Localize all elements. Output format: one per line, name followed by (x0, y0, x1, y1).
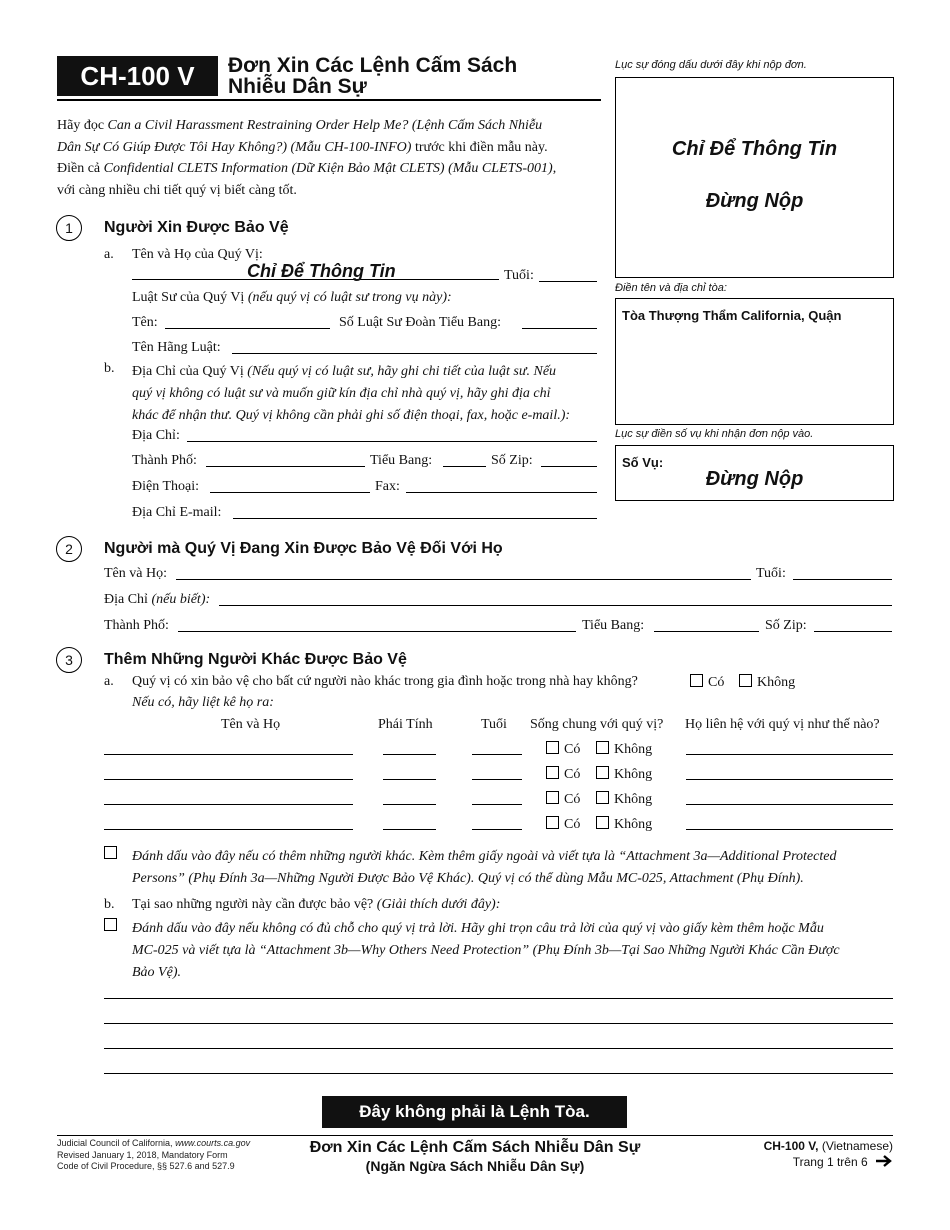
s1-phone-label: Điện Thoại: (132, 479, 200, 494)
row-sex-field[interactable] (383, 829, 436, 830)
row-relation-field[interactable] (686, 779, 893, 780)
case-number-box[interactable] (615, 445, 894, 501)
s3-answer-line[interactable] (104, 1073, 893, 1074)
case-number-label: Số Vụ: (622, 455, 664, 470)
section1-number: 1 (56, 215, 82, 241)
s1-zip-field[interactable] (541, 466, 597, 467)
s1-firm-field[interactable] (232, 353, 597, 354)
s1-zip-label: Số Zip: (491, 453, 533, 468)
row-live-yes[interactable] (546, 816, 580, 833)
row-sex-field[interactable] (383, 754, 436, 755)
row-live-no[interactable] (596, 816, 652, 833)
s3-space-line1: Đánh dấu vào đây nếu không có đủ chỗ cho quý vị trả lời. Hãy ghi trọn câu trả lời của quý vị vào giấy kèm thêm hoặc Mẫu (132, 921, 824, 936)
row-live-yes-label: Có (564, 792, 581, 807)
s3-no-option[interactable] (739, 674, 795, 691)
s1-fax-field[interactable] (406, 492, 597, 493)
footer-left1a: Judicial Council of California, (57, 1138, 176, 1148)
section3-title: Thêm Những Người Khác Được Bảo Vệ (104, 651, 407, 668)
s3-no-label: Không (757, 675, 796, 690)
s1-a-letter: a. (104, 247, 114, 262)
footer-center1: Đơn Xin Các Lệnh Cấm Sách Nhiễu Dân Sự (309, 1139, 641, 1156)
row-sex-field[interactable] (383, 804, 436, 805)
section3-number: 3 (56, 647, 82, 673)
s3-list-note: Nếu có, hãy liệt kê họ ra: (132, 695, 274, 710)
s2-address-note: (nếu biết): (151, 592, 211, 607)
clerk-stamp-box (615, 77, 894, 278)
s3-more-text (132, 846, 902, 890)
s1-street-field[interactable] (187, 441, 597, 442)
s3-space-checkbox[interactable] (104, 918, 117, 931)
row-live-yes[interactable] (546, 766, 580, 783)
row-age-field[interactable] (472, 754, 522, 755)
section1-title: Người Xin Được Bảo Vệ (104, 219, 289, 236)
s1-city-label: Thành Phố: (132, 453, 197, 468)
s3-why-label (132, 897, 500, 913)
stamp-text-donot: Đừng Nộp (705, 190, 804, 212)
s3-space-line2: MC-025 và viết tựa là “Attachment 3b—Why Others Need Protection” (Phụ Đính 3b—Tại Sao Những Người Khác Cần Được (132, 943, 840, 958)
s1-firm-label: Tên Hãng Luật: (132, 340, 221, 355)
row-name-field[interactable] (104, 829, 353, 830)
row-name-field[interactable] (104, 779, 353, 780)
stamp-label: Lục sự đóng dấu dưới đây khi nộp đơn. (615, 59, 807, 71)
s1-phone-field[interactable] (210, 492, 370, 493)
row-live-yes[interactable] (546, 791, 580, 808)
case-number-value: Đừng Nộp (705, 468, 804, 490)
case-label: Lục sự điền số vụ khi nhận đơn nộp vào. (615, 428, 814, 440)
not-court-order-banner: Đây không phải là Lệnh Tòa. (322, 1096, 627, 1128)
s1-street-label: Địa Chỉ: (132, 428, 180, 443)
s1-lawyer-name-field[interactable] (165, 328, 330, 329)
s3-why-text: Tại sao những người này cần được bảo vệ? (132, 897, 377, 912)
s3-answer-line[interactable] (104, 1048, 893, 1049)
s2-zip-label: Số Zip: (765, 618, 807, 633)
s3-a-letter: a. (104, 674, 114, 689)
intro-p1: Hãy đọc (57, 118, 108, 133)
row-live-yes-checkbox[interactable] (546, 791, 559, 804)
s1-address-label: Địa Chỉ của Quý Vị (132, 364, 248, 379)
row-live-no[interactable] (596, 766, 652, 783)
row-live-yes-checkbox[interactable] (546, 741, 559, 754)
row-live-no[interactable] (596, 791, 652, 808)
s1-name-value: Chỉ Để Thông Tin (247, 261, 396, 281)
s1-lawyer-note: (nếu quý vị có luật sư trong vụ này): (247, 290, 452, 305)
s2-age-field[interactable] (793, 579, 892, 580)
footer-form-code: CH-100 V, (763, 1139, 819, 1153)
s1-lawyer-name-label: Tên: (132, 315, 158, 330)
court-label: Điền tên và địa chỉ tòa: (615, 282, 727, 294)
s1-email-field[interactable] (233, 518, 597, 519)
footer-rule (57, 1135, 893, 1136)
row-live-no-label: Không (614, 767, 653, 782)
footer-left1b: www.courts.ca.gov (175, 1138, 251, 1148)
form-title-line2: Nhiễu Dân Sự (228, 75, 367, 98)
footer-left2: Revised January 1, 2018, Mandatory Form (57, 1149, 228, 1160)
form-code-badge: CH-100 V (57, 56, 218, 96)
footer-right (764, 1138, 893, 1170)
s2-address-label (104, 592, 210, 608)
court-name: Tòa Thượng Thẩm California, Quận (622, 308, 842, 323)
s3-question: Quý vị có xin bảo vệ cho bất cứ người nào khác trong gia đình hoặc trong nhà hay không? (132, 674, 638, 689)
row-live-yes-checkbox[interactable] (546, 816, 559, 829)
s2-name-field[interactable] (176, 579, 751, 580)
s1-email-label: Địa Chỉ E-mail: (132, 505, 222, 520)
stamp-text-info: Chỉ Để Thông Tin (671, 138, 838, 160)
col-age-header: Tuổi (481, 717, 507, 732)
s1-bar-label: Số Luật Sư Đoàn Tiểu Bang: (339, 315, 501, 330)
s3-b-letter: b. (104, 897, 115, 912)
row-live-yes-label: Có (564, 817, 581, 832)
s3-more-line1: Đánh dấu vào đây nếu có thêm những người khác. Kèm thêm giấy ngoài và viết tựa là “Attachment 3a—Additional Protected (132, 849, 837, 864)
footer-center2: (Ngăn Ngừa Sách Nhiễu Dân Sự) (365, 1158, 585, 1174)
intro-p7: , (552, 161, 557, 176)
col-name-header: Tên và Họ (221, 717, 281, 732)
s2-zip-field[interactable] (814, 631, 892, 632)
footer-left (57, 1138, 250, 1173)
s1-lawyer-label (132, 290, 452, 306)
col-live-header: Sống chung với quý vị? (530, 717, 664, 732)
col-relation-header: Họ liên hệ với quý vị như thế nào? (685, 717, 880, 732)
col-sex-header: Phái Tính (378, 717, 433, 732)
row-live-no-checkbox[interactable] (596, 816, 609, 829)
s1-address-note1: (Nếu quý vị có luật sư, hãy ghi chi tiết của luật sư. Nếu (247, 364, 557, 379)
s1-state-field[interactable] (443, 466, 486, 467)
s3-space-line3: Bảo Vệ). (132, 965, 181, 980)
footer-left3: Code of Civil Procedure, §§ 527.6 and 527.9 (57, 1161, 235, 1171)
row-live-no-label: Không (614, 792, 653, 807)
s1-lawyer-text: Luật Sư của Quý Vị (132, 290, 248, 305)
row-live-no-checkbox[interactable] (596, 741, 609, 754)
row-age-field[interactable] (472, 779, 522, 780)
s2-address-text: Địa Chỉ (104, 592, 152, 607)
intro-p5: Điền cả (57, 161, 104, 176)
s3-answer-line[interactable] (104, 1023, 893, 1024)
next-page-arrow-icon (875, 1155, 893, 1167)
intro-p4: trước khi điền mẫu này. (411, 139, 548, 155)
s1-address-block (132, 361, 602, 427)
s3-no-checkbox[interactable] (739, 674, 752, 687)
footer-center (245, 1139, 705, 1174)
s3-space-checkbox-wrap[interactable] (104, 918, 122, 935)
row-live-no[interactable] (596, 741, 652, 758)
footer-page: Trang 1 trên 6 (792, 1155, 868, 1169)
s1-age-label: Tuổi: (504, 268, 534, 283)
s3-space-text (132, 918, 902, 984)
s1-address-note2: quý vị không có luật sư và muốn giữ kín địa chỉ nhà quý vị, hãy ghi địa chỉ (132, 386, 551, 401)
row-live-yes[interactable] (546, 741, 580, 758)
row-relation-field[interactable] (686, 804, 893, 805)
s1-bar-field[interactable] (522, 328, 597, 329)
s3-more-checkbox-wrap[interactable] (104, 846, 122, 863)
s3-yes-label: Có (708, 675, 725, 690)
s1-state-label: Tiểu Bang: (370, 453, 433, 468)
s1-b-letter: b. (104, 361, 115, 376)
form-title-line1: Đơn Xin Các Lệnh Cấm Sách (228, 54, 518, 77)
s3-more-checkbox[interactable] (104, 846, 117, 859)
s1-fax-label: Fax: (375, 479, 400, 494)
row-age-field[interactable] (472, 829, 522, 830)
row-relation-field[interactable] (686, 829, 893, 830)
intro-p6: Confidential CLETS Information (Dữ Kiện Bảo Mật CLETS) (Mẫu CLETS-001) (103, 161, 553, 176)
row-live-yes-label: Có (564, 767, 581, 782)
row-age-field[interactable] (472, 804, 522, 805)
section2-title: Người mà Quý Vị Đang Xin Được Bảo Vệ Đối Với Họ (104, 540, 503, 557)
intro-p3: Dân Sự Có Giúp Được Tôi Hay Không?) (Mẫu CH-100-INFO) (57, 139, 412, 155)
s2-state-field[interactable] (654, 631, 759, 632)
s3-yes-checkbox[interactable] (690, 674, 703, 687)
intro-p8: với càng nhiều chi tiết quý vị biết càng tốt. (57, 182, 297, 198)
row-sex-field[interactable] (383, 779, 436, 780)
s1-city-field[interactable] (206, 466, 365, 467)
court-box[interactable] (615, 298, 894, 425)
row-relation-field[interactable] (686, 754, 893, 755)
row-live-no-checkbox[interactable] (596, 791, 609, 804)
row-live-yes-label: Có (564, 742, 581, 757)
s2-city-label: Thành Phố: (104, 618, 169, 633)
s3-more-line2: Persons” (Phụ Đính 3a—Những Người Được Bảo Vệ Khác). Quý vị có thể dùng Mẫu MC-025, Attachment (Phụ Đính). (132, 871, 804, 886)
s2-age-label: Tuổi: (756, 566, 786, 581)
row-name-field[interactable] (104, 754, 353, 755)
s3-why-note: (Giải thích dưới đây): (376, 897, 501, 912)
s1-age-field[interactable] (539, 281, 597, 282)
s2-address-field[interactable] (219, 605, 892, 606)
intro-text (57, 115, 602, 201)
s2-name-label: Tên và Họ: (104, 566, 167, 581)
row-live-no-checkbox[interactable] (596, 766, 609, 779)
s1-name-label: Tên và Họ của Quý Vị: (132, 247, 263, 262)
row-live-yes-checkbox[interactable] (546, 766, 559, 779)
section2-number: 2 (56, 536, 82, 562)
s3-yes-option[interactable] (690, 674, 724, 691)
s3-answer-line[interactable] (104, 998, 893, 999)
header-rule (57, 99, 601, 101)
row-live-no-label: Không (614, 817, 653, 832)
row-name-field[interactable] (104, 804, 353, 805)
s1-address-note3: khác để nhận thư. Quý vị không cần phải ghi số điện thoại, fax, hoặc e-mail.): (132, 408, 571, 423)
s2-state-label: Tiểu Bang: (582, 618, 645, 633)
s2-city-field[interactable] (178, 631, 576, 632)
form-title (228, 55, 517, 97)
row-live-no-label: Không (614, 742, 653, 757)
footer-language: (Vietnamese) (818, 1139, 893, 1153)
intro-p2: Can a Civil Harassment Restraining Order Help Me? (Lệnh Cấm Sách Nhiễu (107, 118, 543, 133)
